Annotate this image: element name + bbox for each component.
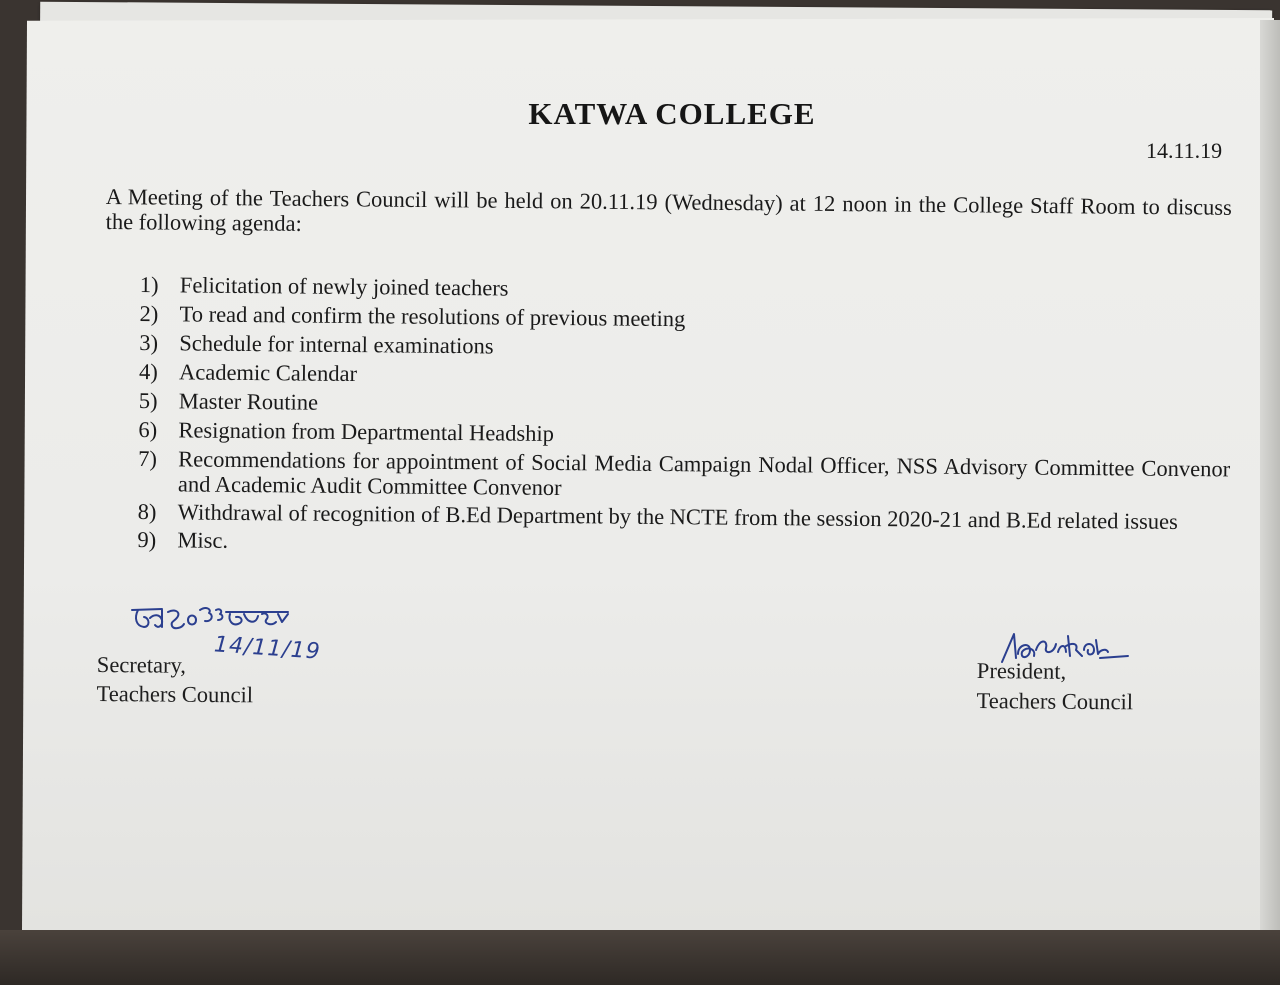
secretary-body-name: Teachers Council — [96, 680, 254, 708]
college-name: KATWA COLLEGE — [528, 96, 816, 131]
agenda-number: 7) — [138, 445, 158, 472]
paper-stack-edge — [1260, 20, 1280, 930]
president-body-name: Teachers Council — [976, 687, 1134, 715]
agenda-number: 8) — [137, 498, 157, 525]
notice-date: 14.11.19 — [1146, 138, 1223, 163]
desk-surface — [0, 930, 1280, 985]
secretary-title: Secretary, — [96, 651, 187, 678]
president-title: President, — [976, 657, 1067, 684]
agenda-text: Academic Calendar — [178, 359, 358, 387]
agenda-text: Misc. — [177, 527, 229, 553]
secretary-block — [96, 650, 253, 709]
agenda-text: Resignation from Departmental Headship — [178, 417, 555, 446]
agenda-text: To read and confirm the resolutions of previous meeting — [179, 301, 686, 332]
agenda-text: Schedule for internal examinations — [179, 330, 494, 359]
agenda-text: Felicitation of newly joined teachers — [179, 272, 509, 301]
agenda-number: 3) — [139, 329, 159, 356]
president-block — [976, 656, 1133, 717]
agenda-number: 1) — [139, 272, 159, 298]
agenda-number: 2) — [139, 300, 159, 327]
meeting-announcement: A Meeting of the Teachers Council will be held on 20.11.19 (Wednesday) at 12 noon in the College Staff Room to discuss the following agenda: — [105, 184, 1232, 236]
agenda-text: Master Routine — [178, 388, 319, 415]
agenda-number: 4) — [138, 358, 158, 385]
secretary-signature-date: 14/11/19 — [213, 632, 322, 665]
agenda-number: 6) — [138, 416, 158, 443]
agenda-number: 5) — [138, 387, 158, 414]
agenda-item — [138, 446, 1230, 506]
agenda-text: Withdrawal of recognition of B.Ed Department by the NCTE from the session 2020-21 and B.Ed related issues — [177, 499, 1178, 534]
agenda-text: Recommendations for appointment of Social Media Campaign Nodal Officer, NSS Advisory Committee Convenor and Academic Audit Committee Convenor — [177, 446, 1231, 501]
agenda-number: 9) — [137, 526, 157, 553]
agenda-list — [137, 272, 1232, 566]
